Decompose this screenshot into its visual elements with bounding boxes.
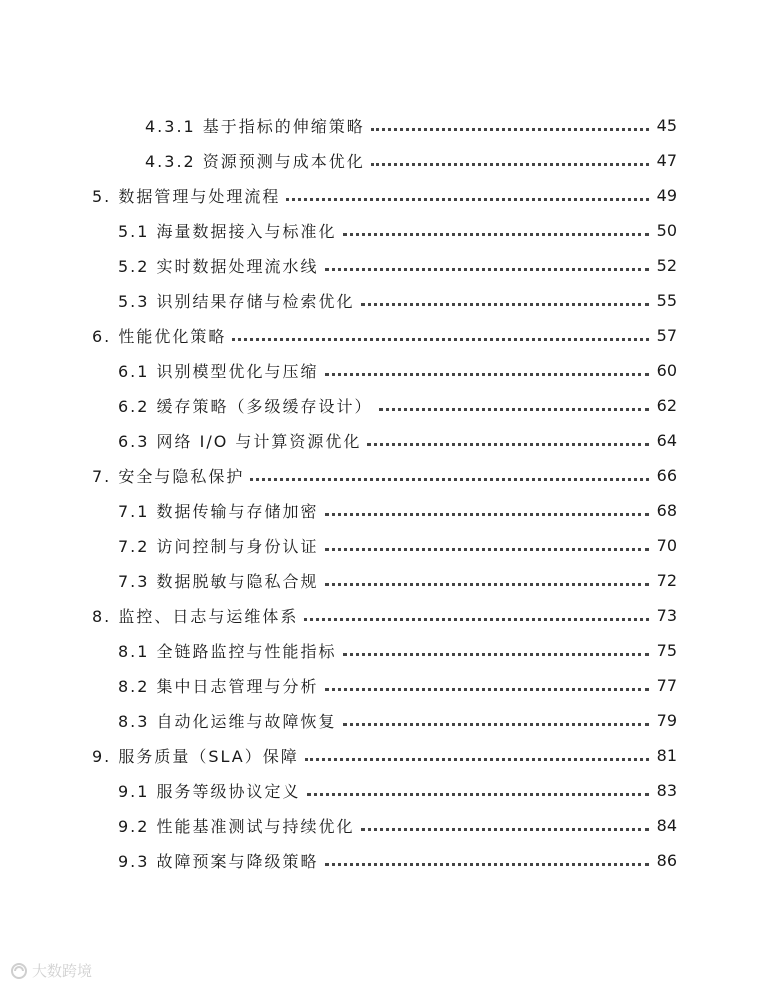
toc-entry-title: 5.3 识别结果存储与检索优化 xyxy=(118,291,355,311)
dot-leader xyxy=(361,303,649,306)
toc-entry[interactable] xyxy=(0,426,765,454)
dot-leader xyxy=(325,863,649,866)
dot-leader xyxy=(371,163,649,166)
toc-entry-title: 6. 性能优化策略 xyxy=(92,326,227,346)
toc-entry-title: 4.3.1 基于指标的伸缩策略 xyxy=(145,116,365,136)
toc-entry-page: 47 xyxy=(656,150,677,170)
toc-entry-page: 86 xyxy=(656,850,677,870)
watermark xyxy=(10,960,92,981)
dot-leader xyxy=(361,828,649,831)
dot-leader xyxy=(325,268,649,271)
dot-leader xyxy=(343,723,649,726)
toc-entry-page: 73 xyxy=(656,605,677,625)
toc-entry-title: 8.1 全链路监控与性能指标 xyxy=(118,641,337,661)
toc-entry-title: 6.3 网络 I/O 与计算资源优化 xyxy=(118,431,362,451)
toc-entry-page: 49 xyxy=(656,185,677,205)
dot-leader xyxy=(325,583,649,586)
toc-entry-page: 84 xyxy=(656,815,677,835)
toc-entry-title: 8. 监控、日志与运维体系 xyxy=(92,606,299,626)
watermark-text: 大数跨境 xyxy=(32,962,93,980)
toc-entry-title: 9.2 性能基准测试与持续优化 xyxy=(118,816,355,836)
brand-logo-icon xyxy=(10,962,28,980)
toc-entry-title: 7.2 访问控制与身份认证 xyxy=(118,536,319,556)
toc-entry-page: 75 xyxy=(656,640,677,660)
dot-leader xyxy=(250,478,648,481)
toc-entry[interactable] xyxy=(0,531,765,559)
toc-entry[interactable] xyxy=(0,286,765,314)
toc-entry-title: 8.2 集中日志管理与分析 xyxy=(118,676,319,696)
toc-entry[interactable] xyxy=(0,321,765,349)
toc-entry-title: 6.1 识别模型优化与压缩 xyxy=(118,361,319,381)
toc-entry-page: 68 xyxy=(656,500,677,520)
toc-entry[interactable] xyxy=(0,741,765,769)
toc-entry[interactable] xyxy=(0,216,765,244)
toc-entry-title: 9.1 服务等级协议定义 xyxy=(118,781,301,801)
toc-entry[interactable] xyxy=(0,671,765,699)
toc-entry[interactable] xyxy=(0,566,765,594)
toc-entry[interactable] xyxy=(0,776,765,804)
toc-entry-title: 9. 服务质量（SLA）保障 xyxy=(92,746,299,766)
toc-entry[interactable] xyxy=(0,391,765,419)
dot-leader xyxy=(325,548,649,551)
toc-entry-page: 45 xyxy=(656,115,677,135)
toc-entry-page: 55 xyxy=(656,290,677,310)
dot-leader xyxy=(325,513,649,516)
toc-entry-page: 83 xyxy=(656,780,677,800)
toc-entry[interactable] xyxy=(0,356,765,384)
toc-entry-page: 60 xyxy=(656,360,677,380)
toc-entry-page: 62 xyxy=(656,395,677,415)
toc-entry-page: 79 xyxy=(656,710,677,730)
toc-entry-page: 57 xyxy=(656,325,677,345)
toc-entry-title: 6.2 缓存策略（多级缓存设计） xyxy=(118,396,373,416)
toc-entry[interactable] xyxy=(0,601,765,629)
toc-entry-title: 9.3 故障预案与降级策略 xyxy=(118,851,319,871)
toc-entry[interactable] xyxy=(0,461,765,489)
toc-entry[interactable] xyxy=(0,846,765,874)
toc-entry-title: 4.3.2 资源预测与成本优化 xyxy=(145,151,365,171)
toc-entry-page: 77 xyxy=(656,675,677,695)
toc-entry-title: 7.1 数据传输与存储加密 xyxy=(118,501,319,521)
toc-entry[interactable] xyxy=(0,111,765,139)
toc-entry[interactable] xyxy=(0,496,765,524)
dot-leader xyxy=(307,793,649,796)
toc-entry[interactable] xyxy=(0,811,765,839)
dot-leader xyxy=(325,688,649,691)
toc-entry-page: 64 xyxy=(656,430,677,450)
toc-entry-title: 7. 安全与隐私保护 xyxy=(92,466,245,486)
dot-leader xyxy=(367,443,648,446)
dot-leader xyxy=(379,408,649,411)
dot-leader xyxy=(286,198,648,201)
dot-leader xyxy=(304,618,648,621)
toc-entry-page: 70 xyxy=(656,535,677,555)
dot-leader xyxy=(343,653,649,656)
dot-leader xyxy=(232,338,648,341)
toc-entry-title: 7.3 数据脱敏与隐私合规 xyxy=(118,571,319,591)
toc-entry-title: 5.2 实时数据处理流水线 xyxy=(118,256,319,276)
dot-leader xyxy=(371,128,649,131)
toc-entry-page: 52 xyxy=(656,255,677,275)
toc-entry[interactable] xyxy=(0,251,765,279)
toc-entry-title: 5.1 海量数据接入与标准化 xyxy=(118,221,337,241)
dot-leader xyxy=(343,233,649,236)
toc-entry[interactable] xyxy=(0,706,765,734)
toc-entry-title: 5. 数据管理与处理流程 xyxy=(92,186,281,206)
toc-entry-page: 72 xyxy=(656,570,677,590)
toc-entry-page: 66 xyxy=(656,465,677,485)
toc-entry[interactable] xyxy=(0,146,765,174)
toc-entry-page: 81 xyxy=(656,745,677,765)
toc-entry[interactable] xyxy=(0,181,765,209)
toc-entry-title: 8.3 自动化运维与故障恢复 xyxy=(118,711,337,731)
dot-leader xyxy=(305,758,649,761)
dot-leader xyxy=(325,373,649,376)
toc-entry-page: 50 xyxy=(656,220,677,240)
toc-entry[interactable] xyxy=(0,636,765,664)
